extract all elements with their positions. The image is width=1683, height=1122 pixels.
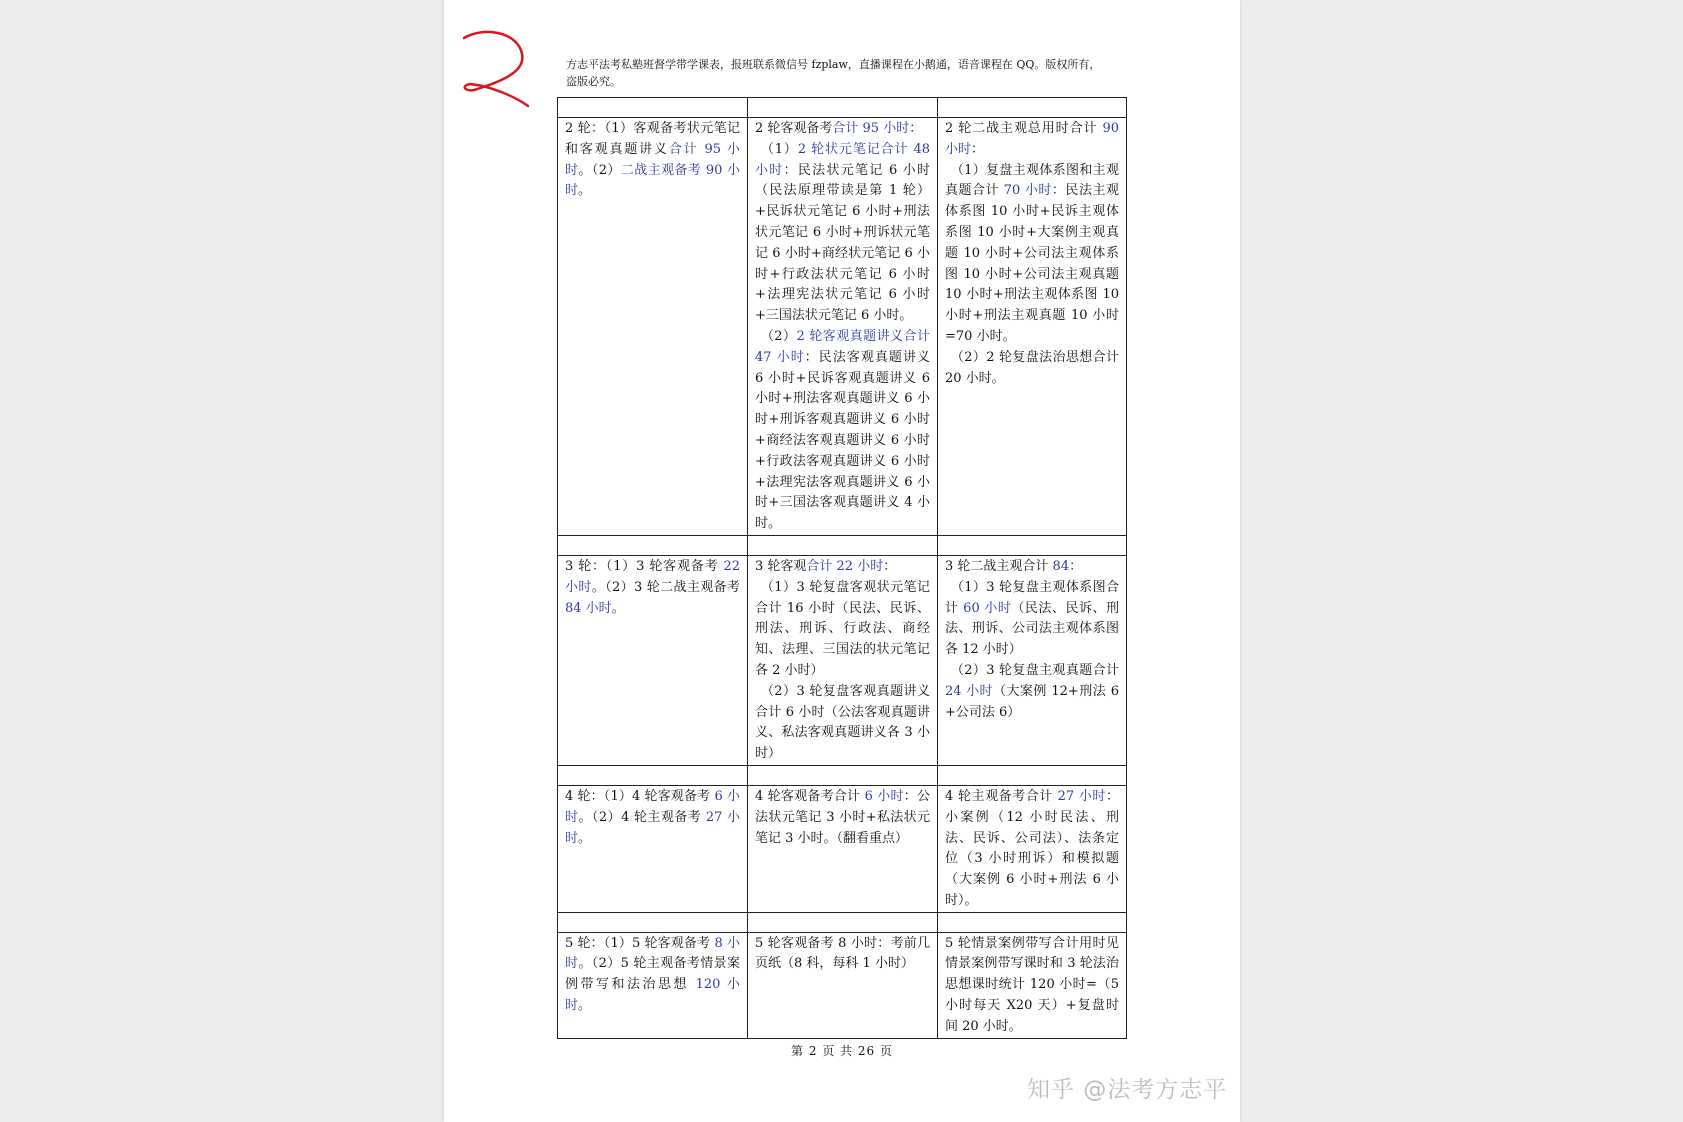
round-3-subjective <box>938 555 1127 765</box>
round-3-subjective-title: 3 轮二战主观合计 84： <box>945 558 1083 574</box>
document-header <box>566 56 1136 90</box>
round-3-row <box>558 555 1127 765</box>
round-3-objective-item-1: （1）3 轮复盘客观状元笔记合计 16 小时（民法、民诉、刑法、刑诉、行政法、商经知、法理、三国法的状元笔记各 2 小时） <box>755 579 930 678</box>
round-3-objective-title: 3 轮客观合计 22 小时： <box>755 558 897 574</box>
round-2-subjective-item-1: （1）复盘主观体系图和主观真题合计 70 小时：民法主观体系图 10 小时+民诉主观体系图 10 小时+大案例主观真题 10 小时+公司法主观体系图 10 小时+公司法主观真题 10 小时+刑法主观体系图 10 小时+刑法主观真题 10 小时=70 小时。 <box>945 162 1119 344</box>
round-2-subjective-title: 2 轮二战主观总用时合计 90 小时： <box>945 121 1119 157</box>
spacer-row <box>558 535 1127 555</box>
round-2-subjective-item-2: （2）2 轮复盘法治思想合计 20 小时。 <box>945 349 1119 386</box>
round-3-summary: 3 轮：（1）3 轮客观备考 22 小时。（2）3 轮二战主观备考 84 小时。 <box>558 555 748 765</box>
page-footer: 第 2 页 共 26 页 <box>791 1044 893 1058</box>
round-2-row <box>558 118 1127 536</box>
spacer-row <box>558 765 1127 785</box>
header-line-2: 盗版必究。 <box>566 75 621 88</box>
round-2-summary: 2 轮：（1）客观备考状元笔记和客观真题讲义合计 95 小时。（2）二战主观备考 90 小时。 <box>558 118 748 536</box>
document-page <box>444 0 1240 1122</box>
round-5-summary: 5 轮：（1）5 轮客观备考 8 小时。（2）5 轮主观备考情景案例带写和法治思想 120 小时。 <box>558 932 748 1038</box>
round-5-objective: 5 轮客观备考 8 小时：考前几页纸（8 科，每科 1 小时） <box>748 932 938 1038</box>
spacer-row <box>558 912 1127 932</box>
round-4-row <box>558 785 1127 912</box>
round-3-subjective-item-2: （2）3 轮复盘主观真题合计 24 小时（大案例 12+刑法 6+公司法 6） <box>945 662 1119 720</box>
round-2-objective-item-2: （2）2 轮客观真题讲义合计 47 小时：民法客观真题讲义 6 小时+民诉客观真题讲义 6 小时+刑法客观真题讲义 6 小时+刑诉客观真题讲义 6 小时+商经法客观真题讲义 6 小时+行政法客观真题讲义 6 小时+法理宪法客观真题讲义 6 小时+三国法客观真题讲义 4 小时。 <box>755 328 930 532</box>
round-4-subjective: 4 轮主观备考合计 27 小时：小案例（12 小时民法、刑法、民诉、公司法）、法条定位（3 小时刑诉）和模拟题（大案例 6 小时+刑法 6 小时）。 <box>938 785 1127 912</box>
round-5-subjective: 5 轮情景案例带写合计用时见情景案例带写课时和 3 轮法治思想课时统计 120 小时=（5 小时每天 X20 天）+复盘时间 20 小时。 <box>938 932 1127 1038</box>
zhihu-watermark: 知乎 @法考方志平 <box>1027 1077 1228 1103</box>
round-4-summary: 4 轮：（1）4 轮客观备考 6 小时。（2）4 轮主观备考 27 小时。 <box>558 785 748 912</box>
spacer-row <box>558 98 1127 118</box>
handwritten-page-number-2 <box>456 26 536 110</box>
round-2-subjective <box>938 118 1127 536</box>
round-4-objective: 4 轮客观备考合计 6 小时：公法状元笔记 3 小时+私法状元笔记 3 小时。（翻看重点） <box>748 785 938 912</box>
round-2-objective-title: 2 轮客观备考合计 95 小时： <box>755 121 923 136</box>
study-schedule-table <box>557 97 1127 1039</box>
round-2-objective-item-1: （1）2 轮状元笔记合计 48 小时：民法状元笔记 6 小时（民法原理带读是第 1 轮）+民诉状元笔记 6 小时+刑法状元笔记 6 小时+刑诉状元笔记 6 小时+商经状元笔记 6 小时+行政法状元笔记 6 小时+法理宪法状元笔记 6 小时+三国法状元笔记 6 小时。 <box>755 141 931 324</box>
round-2-objective <box>748 118 938 536</box>
round-3-subjective-item-1: （1）3 轮复盘主观体系图合计 60 小时（民法、民诉、刑法、刑诉、公司法主观体系图各 12 小时） <box>945 579 1119 658</box>
round-3-objective <box>748 555 938 765</box>
round-3-objective-item-2: （2）3 轮复盘客观真题讲义合计 6 小时（公法客观真题讲义、私法客观真题讲义各 3 小时） <box>755 683 930 762</box>
round-5-row <box>558 932 1127 1038</box>
header-line-1: 方志平法考私塾班督学带学课表，报班联系微信号 fzplaw，直播课程在小鹅通，语音课程在 QQ。版权所有， <box>566 58 1101 71</box>
